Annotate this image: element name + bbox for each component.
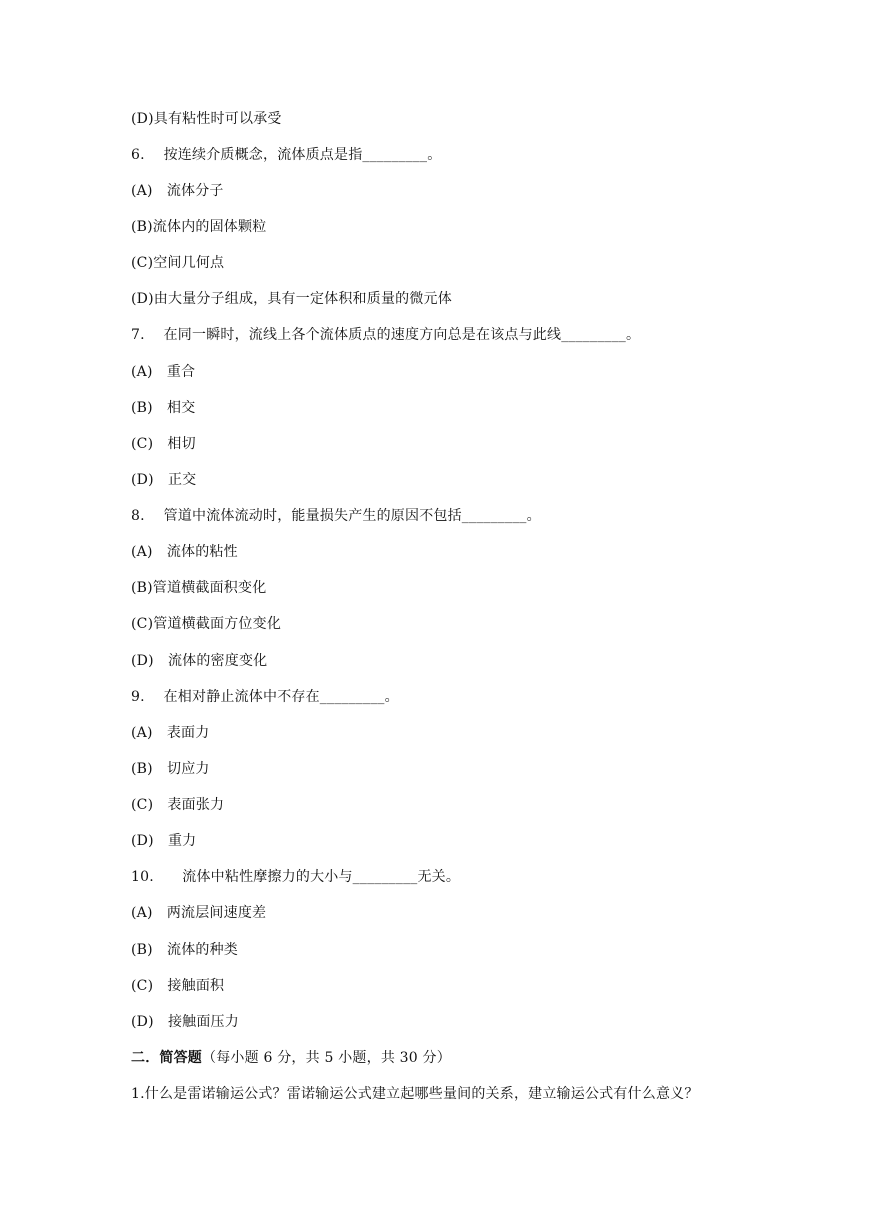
option-q7-d: (D) 正交 <box>131 472 197 488</box>
option-q9-a: (A) 表面力 <box>131 725 210 741</box>
section-2-note: （每小题 6 分，共 5 小题，共 30 分） <box>202 1050 451 1066</box>
option-q5-d: (D)具有粘性时可以承受 <box>131 111 282 127</box>
option-q9-d: (D) 重力 <box>131 833 197 849</box>
option-q8-a: (A) 流体的粘性 <box>131 544 238 560</box>
option-q6-d: (D)由大量分子组成，具有一定体积和质量的微元体 <box>131 291 452 307</box>
question-9: 9. 在相对静止流体中不存在_________。 <box>131 689 399 705</box>
question-7: 7. 在同一瞬时，流线上各个流体质点的速度方向总是在该点与此线_________。 <box>131 327 641 343</box>
option-q6-b: (B)流体内的固体颗粒 <box>131 219 267 235</box>
short-answer-question-1: 1.什么是雷诺输运公式？雷诺输运公式建立起哪些量间的关系，建立输运公式有什么意义？ <box>131 1086 699 1102</box>
option-q7-c: (C) 相切 <box>131 436 196 452</box>
option-q10-d: (D) 接触面压力 <box>131 1014 239 1030</box>
option-q6-c: (C)空间几何点 <box>131 255 225 271</box>
option-q6-a: (A) 流体分子 <box>131 183 224 199</box>
section-2-title: 二．简答题 <box>131 1050 202 1066</box>
option-q9-c: (C) 表面张力 <box>131 797 225 813</box>
option-q8-b: (B)管道横截面积变化 <box>131 580 267 596</box>
option-q10-b: (B) 流体的种类 <box>131 942 239 958</box>
option-q10-a: (A) 两流层间速度差 <box>131 905 267 921</box>
option-q7-a: (A) 重合 <box>131 364 196 380</box>
option-q7-b: (B) 相交 <box>131 400 196 416</box>
section-2-heading <box>131 1049 451 1067</box>
option-q9-b: (B) 切应力 <box>131 761 210 777</box>
option-q10-c: (C) 接触面积 <box>131 978 225 994</box>
option-q8-d: (D) 流体的密度变化 <box>131 653 268 669</box>
question-8: 8. 管道中流体流动时，能量损失产生的原因不包括_________。 <box>131 508 541 524</box>
question-10: 10. 流体中粘性摩擦力的大小与_________无关。 <box>131 869 461 885</box>
option-q8-c: (C)管道横截面方位变化 <box>131 616 282 632</box>
question-6: 6. 按连续介质概念，流体质点是指_________。 <box>131 147 442 163</box>
